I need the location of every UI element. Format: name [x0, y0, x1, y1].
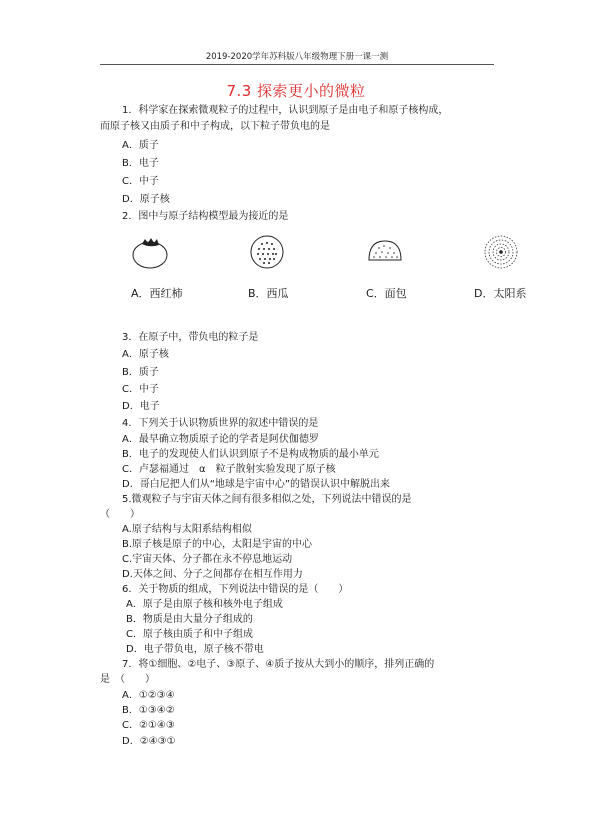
question-3-option-a: A．原子核: [122, 349, 169, 360]
question-6-option-a: A．原子是由原子核和核外电子组成: [126, 599, 283, 610]
question-7-stem-line-2: 是 （ ）: [100, 674, 155, 685]
question-1-option-b: B．电子: [122, 158, 159, 169]
question-4-option-b: B．电子的发现使人们认识到原子不是构成物质的最小单元: [122, 449, 379, 460]
question-4-option-a: A．最早确立物质原子论的学者是阿伏伽德罗: [122, 434, 319, 445]
figure-caption-d: D．太阳系: [474, 287, 527, 300]
watermelon-icon: [247, 232, 289, 272]
question-1-stem-line-2: 而原子核又由质子和中子构成，以下粒子带负电的是: [100, 121, 330, 132]
question-7-option-d: D．②④③①: [122, 736, 176, 747]
tomato-icon: [130, 232, 172, 272]
figure-caption-a: A．西红柿: [131, 287, 183, 300]
question-5-option-c: C.宇宙天体、分子都在永不停息地运动: [122, 554, 293, 565]
question-3-option-b: B．质子: [122, 367, 159, 378]
page-header: 2019-2020学年苏科版八年级物理下册一课一测: [205, 52, 389, 62]
question-1-option-d: D．原子核: [122, 194, 170, 205]
figure-caption-c: C．面包: [366, 287, 407, 300]
question-6-option-c: C．原子核由质子和中子组成: [126, 629, 253, 640]
question-3-stem: 3．在原子中，带负电的粒子是: [122, 332, 259, 343]
question-1-option-a: A．质子: [122, 140, 159, 151]
bread-icon: [365, 232, 407, 272]
question-4-option-d: D．哥白尼把人们从“地球是宇宙中心”的错误认识中解脱出来: [122, 479, 391, 490]
question-5-stem-line-2: （ ）: [100, 509, 140, 520]
question-4-stem: 4．下列关于认识物质世界的叙述中错误的是: [122, 418, 319, 429]
question-5-option-d: D.天体之间、分子之间都存在相互作用力: [122, 569, 303, 580]
question-6-option-d: D．电子带负电，原子核不带电: [126, 644, 264, 655]
question-2-stem: 2．图中与原子结构模型最为接近的是: [122, 211, 289, 222]
question-5-option-a: A.原子结构与太阳系结构相似: [122, 524, 252, 535]
question-4-option-c: C．卢瑟福通过 α 粒子散射实验发现了原子核: [122, 464, 336, 475]
question-7-option-c: C．②①④③: [122, 720, 175, 731]
question-1-stem-line-1: 1．科学家在探索微观粒子的过程中，认识到原子是由电子和原子核构成，: [122, 105, 449, 116]
question-5-option-b: B.原子核是原子的中心，太阳是宇宙的中心: [122, 539, 313, 550]
question-5-stem-line-1: 5.微观粒子与宇宙天体之间有很多相似之处，下列说法中错误的是: [122, 494, 412, 505]
question-6-stem: 6．关于物质的组成，下列说法中错误的是（ ）: [122, 584, 349, 595]
question-7-option-b: B．①③④②: [122, 705, 175, 716]
question-3-option-d: D．电子: [122, 401, 160, 412]
question-6-option-b: B．物质是由大量分子组成的: [126, 614, 253, 625]
question-1-option-c: C．中子: [122, 176, 159, 187]
header-divider: [100, 64, 494, 65]
question-3-option-c: C．中子: [122, 384, 159, 395]
page-title: 7.3 探索更小的微粒: [226, 82, 366, 100]
question-7-option-a: A．①②③④: [122, 690, 175, 701]
figure-caption-b: B．西瓜: [248, 287, 289, 300]
solar-system-icon: [481, 232, 523, 272]
question-7-stem-line-1: 7．将①细胞、②电子、③原子、④质子按从大到小的顺序，排列正确的: [122, 659, 435, 670]
